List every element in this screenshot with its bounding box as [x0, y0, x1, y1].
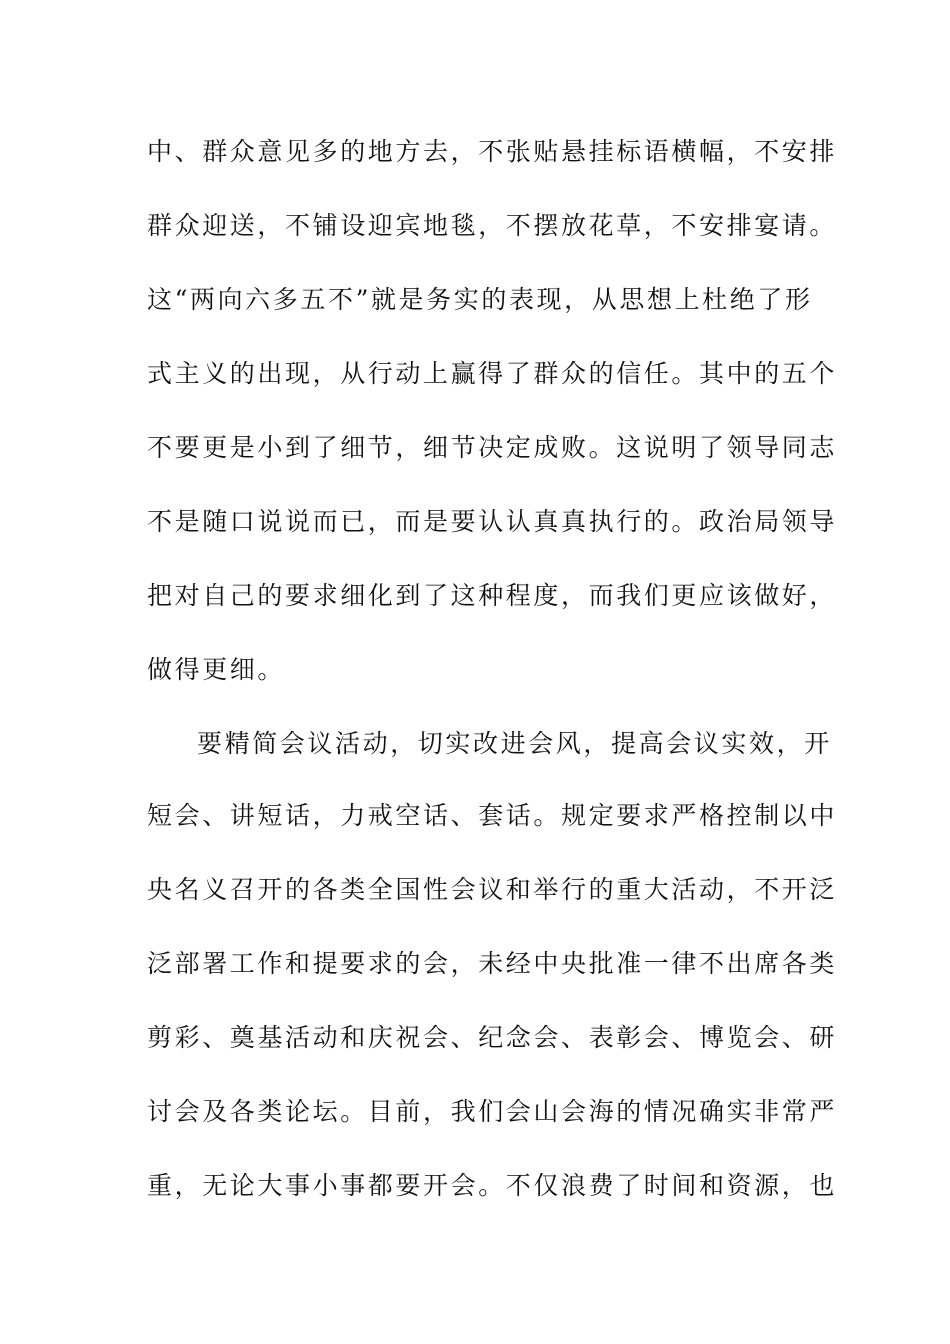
text-line: 央名义召开的各类全国性会议和举行的重大活动，不开泛	[147, 875, 838, 904]
text-line: 把对自己的要求细化到了这种程度，而我们更应该做好，	[147, 581, 838, 610]
text-line: 不是随口说说而已，而是要认认真真执行的。政治局领导	[147, 507, 838, 536]
text-line: 群众迎送，不铺设迎宾地毯，不摆放花草，不安排宴请。	[147, 211, 838, 240]
paragraph-first-line: 要精简会议活动，切实改进会风，提高会议实效，开	[197, 729, 832, 758]
text-line: 重，无论大事小事都要开会。不仅浪费了时间和资源，也	[147, 1171, 838, 1200]
text-line: 不要更是小到了细节，细节决定成败。这说明了领导同志	[147, 433, 838, 462]
text-line: 中、群众意见多的地方去，不张贴悬挂标语横幅，不安排	[147, 137, 838, 166]
text-line: 泛部署工作和提要求的会，未经中央批准一律不出席各类	[147, 949, 838, 978]
text-line: 这“两向六多五不”就是务实的表现，从思想上杜绝了形	[147, 285, 813, 314]
text-line: 式主义的出现，从行动上赢得了群众的信任。其中的五个	[147, 359, 838, 388]
text-line: 剪彩、奠基活动和庆祝会、纪念会、表彰会、博览会、研	[147, 1023, 838, 1052]
text-line: 讨会及各类论坛。目前，我们会山会海的情况确实非常严	[147, 1097, 838, 1126]
text-line: 短会、讲短话，力戒空话、套话。规定要求严格控制以中	[147, 801, 838, 830]
text-line: 做得更细。	[147, 655, 286, 684]
